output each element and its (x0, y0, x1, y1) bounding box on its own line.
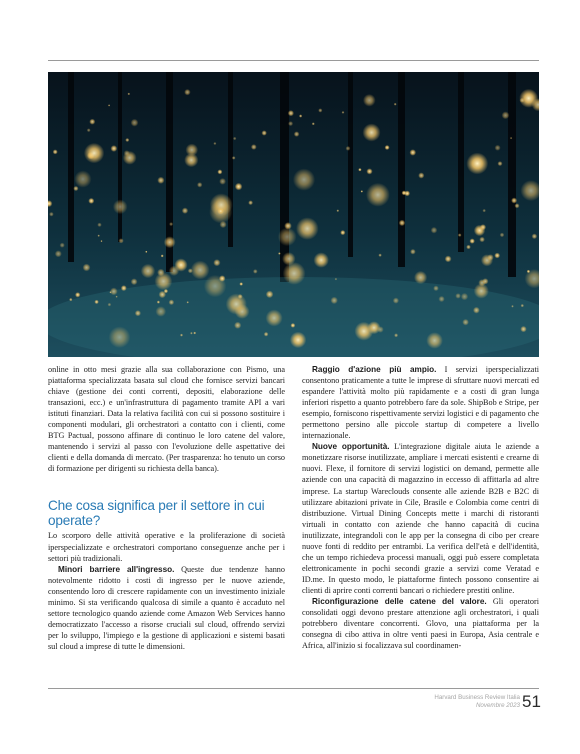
firefly-light (164, 236, 176, 248)
firefly-light (235, 183, 243, 191)
firefly-light (73, 186, 78, 191)
firefly-light (53, 149, 58, 154)
firefly-light (69, 298, 72, 301)
firefly-light (135, 310, 141, 316)
firefly-light (521, 304, 524, 307)
firefly-light (97, 223, 101, 227)
firefly-light (458, 233, 462, 237)
firefly-light (113, 200, 128, 215)
firefly-light (410, 149, 417, 156)
right-paragraph-3 (302, 596, 539, 651)
left-paragraph-2: Lo scorporo delle attività operative e la proliferazione di società iperspecializzate e orchestratori comportano conseguenze anche per i settori più tradizionali. (48, 531, 285, 563)
firefly-light (180, 334, 183, 337)
firefly-light (466, 245, 471, 250)
issue-date: Novembre 2023 (475, 702, 520, 709)
firefly-light (293, 169, 315, 191)
firefly-light (219, 178, 226, 185)
firefly-light (291, 323, 296, 328)
firefly-light (426, 332, 443, 349)
firefly-light (84, 143, 104, 163)
firefly-light (284, 222, 292, 230)
firefly-light (121, 285, 127, 291)
firefly-light (217, 208, 224, 215)
firefly-light (461, 293, 468, 300)
firefly-light (266, 310, 283, 327)
left-column (48, 364, 285, 652)
firefly-light (393, 298, 399, 304)
firefly-light (60, 243, 65, 248)
firefly-light (394, 333, 398, 337)
firefly-light (418, 172, 424, 178)
left-paragraph-3-body: Queste due tendenze hanno notevolmente ridotto i costi di ingresso per le nuove aziende, consentendo loro di crescere rapidamente con un investimento iniziale minimo. Si sta verificando qualcosa di simile a quanto è accaduto nel settore tecnologico quando aziende come Amazon Web Services hanno democratizzato l'accesso a risorse cruciali sul cloud, offrendo servizi per lo sviluppo, l'impiego e la gestione di applicazioni e sistemi basati sul cloud a imprese di tutte le dimensioni. (48, 564, 285, 651)
firefly-light (141, 264, 155, 278)
firefly-light (89, 119, 95, 125)
firefly-light (515, 203, 520, 208)
footer-credit (434, 694, 520, 710)
firefly-light (169, 300, 175, 306)
firefly-light (88, 198, 94, 204)
firefly-light (366, 168, 372, 174)
firefly-light (290, 332, 306, 348)
firefly-light (363, 124, 381, 142)
firefly-light (466, 153, 488, 175)
firefly-light (331, 297, 338, 304)
firefly-light (253, 269, 258, 274)
firefly-light (124, 150, 130, 156)
firefly-light (355, 322, 374, 341)
firefly-light (288, 121, 293, 126)
firefly-light (337, 209, 340, 212)
firefly-light (262, 130, 267, 135)
firefly-light (511, 198, 517, 204)
firefly-light (232, 156, 236, 160)
right-paragraph-1 (302, 364, 539, 441)
firefly-light (494, 253, 500, 259)
lead-in-minori-barriere: Minori barriere all'ingresso. (58, 564, 175, 574)
firefly-light (342, 111, 345, 114)
lead-in-raggio-azione: Raggio d'azione più ampio. (312, 365, 437, 374)
firefly-light (131, 119, 139, 127)
firefly-light (346, 146, 351, 151)
left-paragraph-3 (48, 564, 285, 652)
firefly-light (399, 220, 405, 226)
firefly-light (233, 137, 236, 140)
right-column (302, 364, 539, 651)
firefly-light (109, 326, 131, 348)
firefly-light (385, 145, 390, 150)
firefly-light (110, 288, 118, 296)
firefly-light (366, 183, 390, 207)
firefly-light (414, 271, 427, 284)
firefly-light (83, 264, 91, 272)
firefly-light (226, 294, 247, 315)
firefly-light (474, 225, 485, 236)
firefly-light (314, 252, 329, 267)
firefly-light (239, 282, 243, 286)
firefly-light (520, 98, 525, 103)
firefly-light (217, 169, 222, 174)
firefly-light (455, 293, 461, 299)
firefly-light (361, 190, 363, 192)
firefly-light (340, 230, 345, 235)
firefly-light (108, 104, 110, 106)
firefly-light (470, 238, 475, 243)
firefly-light (191, 261, 210, 280)
firefly-light (197, 182, 202, 187)
firefly-light (169, 266, 179, 276)
firefly-light (318, 108, 322, 112)
firefly-light (283, 262, 306, 285)
fireflies-forest-photo (48, 72, 539, 357)
firefly-light (161, 254, 164, 257)
firefly-light (479, 237, 485, 243)
firefly-light (527, 270, 530, 273)
firefly-light (288, 110, 294, 116)
right-paragraph-3-body: Gli operatori consolidati oggi devono prestare attenzione agli orchestratori, i quali potrebbero diventare concorrenti. Glovo, una piattaforma per la consegna di cibo attiva in oltre venti paesi in Europa, Asia centrale e Africa, all'inizio si focalizzava sul coordinamen- (302, 596, 539, 651)
page-number: 51 (522, 692, 541, 711)
firefly-light (108, 303, 112, 307)
firefly-light (445, 256, 452, 263)
firefly-light (532, 234, 538, 240)
firefly-light (145, 251, 147, 253)
firefly-light (511, 305, 514, 308)
firefly-light (190, 332, 193, 335)
firefly-light (157, 301, 160, 304)
firefly-light (188, 268, 193, 273)
firefly-light (98, 235, 100, 237)
left-paragraph-1: online in otto mesi grazie alla sua collaborazione con Pismo, una piattaforma specializzata basata sul cloud che fornisce servizi bancari chiave (gestione dei conti correnti, depositi, elaborazione delle transazioni, ecc.) e un'infrastruttura di pagamento tramite API a vari istituti finanziari. Data la relativa facilità con cui si possono sostituire i componenti modulari, gli orchestratori a contatto con i clienti, come BTG Pactual, possono affinare di continuo le loro catene del valore, mantenendo i servizi al passo con l'evoluzione delle aspettative dei clienti e della domanda di mercato. (Per trasparenza: ho tenuto un corso di formazione per dirigenti su richiesta della banca). (48, 365, 285, 474)
firefly-light (169, 222, 173, 226)
firefly-light (125, 138, 129, 142)
firefly-light (478, 279, 485, 286)
firefly-light (49, 212, 54, 217)
firefly-light (184, 89, 190, 95)
firefly-light (278, 252, 281, 255)
firefly-light (500, 233, 505, 238)
firefly-light (182, 208, 188, 214)
right-paragraph-1-body: I servizi iperspecializzati consentono praticamente a tutte le imprese di sfruttare nuovi mercati ed espandere l'attività molto più rapidamente e a costi di gran lunga inferiori rispetto a quanto potrebbero fare da sole. ShipBob e Stripe, per esempio, forniscono rispettivamente servizi logistici e di pagamento che permettono persino alle piccole startup di competere a livello internazionale. (302, 365, 539, 441)
fireflies-illustration (48, 72, 539, 357)
firefly-light (439, 296, 445, 302)
firefly-light (510, 137, 512, 139)
firefly-light (248, 200, 253, 205)
firefly-light (278, 228, 297, 247)
firefly-light (483, 209, 486, 212)
firefly-light (204, 275, 226, 297)
firefly-light (312, 122, 315, 125)
firefly-light (264, 332, 269, 337)
firefly-light (294, 131, 300, 137)
firefly-light (213, 259, 220, 266)
firefly-light (299, 114, 302, 117)
lead-in-riconfigurazione: Riconfigurazione delle catene del valore. (312, 596, 487, 606)
lead-in-nuove-opportunita: Nuove opportunità. (312, 442, 390, 452)
firefly-light (402, 191, 407, 196)
firefly-light (164, 289, 168, 293)
publication-name: Harvard Business Review Italia (434, 694, 520, 701)
firefly-light (157, 269, 165, 277)
firefly-light (378, 254, 381, 257)
firefly-light (462, 319, 469, 326)
firefly-light (87, 128, 91, 132)
firefly-light (335, 278, 338, 281)
firefly-light (119, 238, 124, 243)
firefly-light (94, 300, 98, 304)
firefly-light (410, 249, 416, 255)
firefly-light (156, 306, 167, 317)
top-rule (48, 60, 539, 61)
firefly-light (193, 332, 196, 335)
firefly-light (111, 145, 118, 152)
firefly-light (187, 301, 189, 303)
firefly-light (184, 153, 198, 167)
firefly-light (394, 103, 397, 106)
firefly-light (74, 171, 91, 188)
firefly-light (128, 93, 131, 96)
firefly-light (55, 250, 62, 257)
firefly-light (157, 177, 164, 184)
firefly-light (498, 161, 503, 166)
firefly-light (266, 291, 274, 299)
firefly-light (220, 221, 227, 228)
right-paragraph-2-body: L'integrazione digitale aiuta le aziende a monetizzare risorse inutilizzate, ampliare i mercati esistenti e crearne di nuovi. Flexe, il fornitore di servizi logistici on demand, permette alle aziende con una capacità di magazzino in eccesso di affittarla ad altre imprese. La startup Wareclouds consente alle aziende B2B e B2C di utilizzare abitazioni private in Cile, Brasile e Colombia come centri di distribuzione. Virtual Dining Concepts mette i marchi di ristoranti virtuali in contatto con aziende che hanno capacità di cucina inutilizzate, integrandoli con le app per la consegna di cibo per creare nuove fonti di reddito per entrambi. La verifica dell'età e dell'identità, che un tempo richiedeva processi manuali, oggi può essere completata elettronicamente in pochi secondi grazie a servizi come Veratad e ID.me. In questo modo, le piattaforme fintech possono consentire ai clienti di aprire conti correnti bancari o richiedere prestiti online. (302, 442, 539, 595)
firefly-light (473, 307, 480, 314)
bottom-rule (48, 688, 539, 689)
section-heading: Che cosa significa per il settore in cui operate? (48, 498, 265, 529)
firefly-light (101, 240, 103, 242)
firefly-light (251, 144, 257, 150)
firefly-light (75, 292, 80, 297)
firefly-light (131, 278, 138, 285)
firefly-light (487, 254, 494, 261)
firefly-light (116, 296, 118, 298)
firefly-light (495, 145, 501, 151)
firefly-light (213, 142, 216, 145)
firefly-light (358, 168, 361, 171)
firefly-light (502, 111, 510, 119)
firefly-light (234, 322, 241, 329)
firefly-light (431, 227, 438, 234)
firefly-light (363, 94, 376, 107)
firefly-light (433, 286, 439, 292)
firefly-light (377, 326, 384, 333)
right-paragraph-2 (302, 441, 539, 596)
firefly-light (520, 326, 526, 332)
firefly-light (296, 217, 319, 240)
